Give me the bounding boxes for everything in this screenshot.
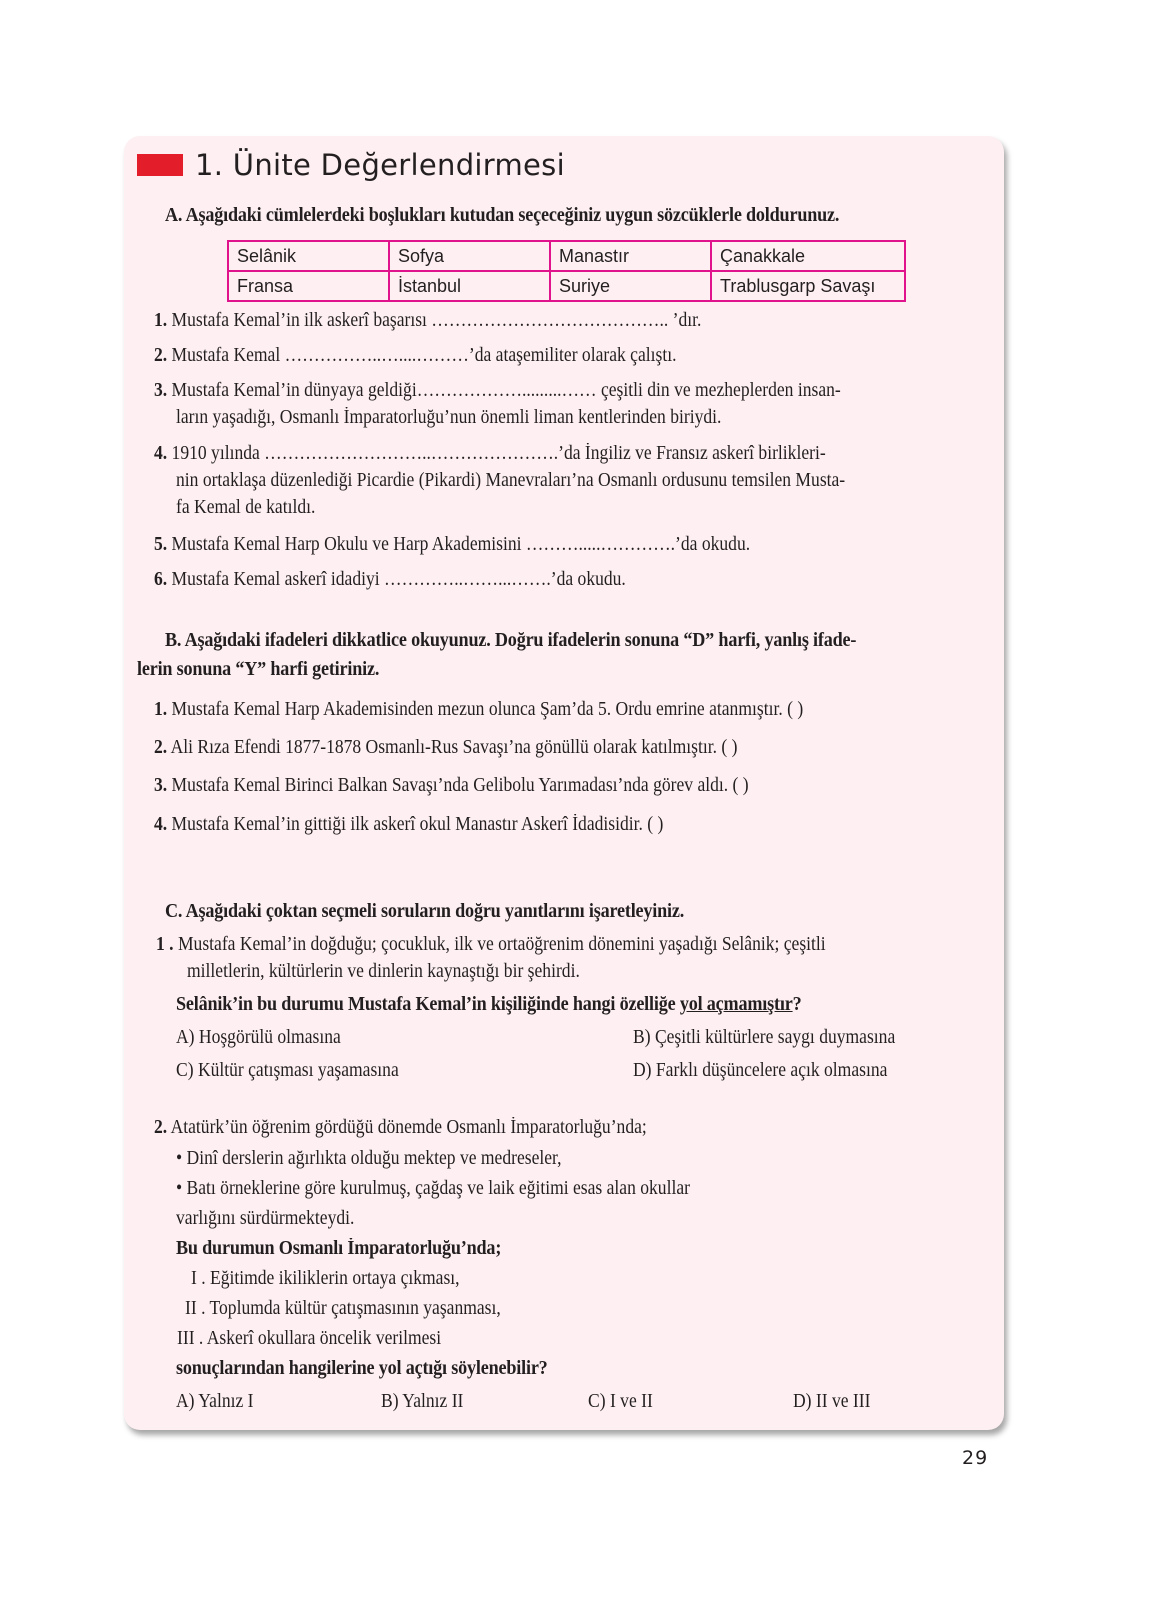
- word-cell: Selânik: [228, 241, 389, 271]
- section-b-instruction: B. Aşağıdaki ifadeleri dikkatlice okuyunuz. Doğru ifadelerin sonuna “D” harfi, yanlış ifade-: [165, 630, 857, 651]
- item-text: Mustafa Kemal’in ilk askerî başarısı ………………………………….. ’dır.: [171, 310, 702, 331]
- item-text: Mustafa Kemal’in dünyaya geldiği……………….........…… çeşitli din ve mezheplerden insan-: [171, 380, 841, 401]
- word-cell: İstanbul: [389, 271, 550, 301]
- item-number: 3.: [154, 380, 168, 401]
- q2-statement-1: I . Eğitimde ikiliklerin ortaya çıkması,: [191, 1268, 460, 1289]
- q1-option-a[interactable]: A) Hoşgörülü olmasına: [176, 1027, 341, 1048]
- q2-lead: Bu durumun Osmanlı İmparatorluğu’nda;: [176, 1238, 502, 1259]
- item-number: 1.: [154, 310, 168, 331]
- item-text: Mustafa Kemal Birinci Balkan Savaşı’nda Gelibolu Yarımadası’nda görev aldı. ( ): [171, 775, 749, 796]
- item-number: 3.: [154, 775, 168, 796]
- item-text: Mustafa Kemal Harp Okulu ve Harp Akademisini ……….....………….’da okudu.: [171, 534, 751, 555]
- question-prompt-text: Selânik’in bu durumu Mustafa Kemal’in kişiliğinde hangi özelliğe: [176, 994, 680, 1015]
- word-box-row: [228, 271, 905, 301]
- mc-question-2-stem: [154, 1117, 647, 1139]
- question-stem-continued: milletlerin, kültürlerin ve dinlerin kaynaştığı bir şehirdi.: [187, 961, 580, 982]
- question-number: 2.: [154, 1117, 168, 1138]
- item-text: 1910 yılında ………………………..………………….’da İngiliz ve Fransız askerî birlikleri-: [171, 443, 826, 464]
- fill-blank-item: [154, 310, 701, 332]
- word-cell: Manastır: [550, 241, 711, 271]
- section-c-instruction: C. Aşağıdaki çoktan seçmeli soruların doğru yanıtlarını işaretleyiniz.: [165, 901, 685, 922]
- q2-option-d[interactable]: D) II ve III: [793, 1391, 871, 1412]
- item-text: Mustafa Kemal Harp Akademisinden mezun olunca Şam’da 5. Ordu emrine atanmıştır. ( ): [171, 699, 804, 720]
- title-accent-bar: [137, 154, 183, 176]
- q2-option-b[interactable]: B) Yalnız II: [381, 1391, 464, 1412]
- item-text-continued: nin ortaklaşa düzenlediği Picardie (Pikardi) Manevraları’na Osmanlı ordusunu temsilen Musta-: [176, 470, 846, 491]
- item-text-continued: fa Kemal de katıldı.: [176, 497, 316, 518]
- q1-option-c[interactable]: C) Kültür çatışması yaşamasına: [176, 1060, 399, 1081]
- fill-blank-item: [154, 534, 750, 556]
- q2-option-a[interactable]: A) Yalnız I: [176, 1391, 254, 1412]
- fill-blank-item: [154, 380, 841, 402]
- item-number: 4.: [154, 443, 168, 464]
- q2-question: sonuçlarından hangilerine yol açtığı söylenebilir?: [176, 1358, 548, 1379]
- q2-option-c[interactable]: C) I ve II: [588, 1391, 653, 1412]
- item-number: 2.: [154, 345, 168, 366]
- item-text: Ali Rıza Efendi 1877-1878 Osmanlı-Rus Savaşı’na gönüllü olarak katılmıştır. ( ): [170, 737, 738, 758]
- word-box-row: [228, 241, 905, 271]
- word-cell: Sofya: [389, 241, 550, 271]
- question-stem: Atatürk’ün öğrenim gördüğü dönemde Osmanlı İmparatorluğu’nda;: [170, 1117, 647, 1138]
- word-cell: Suriye: [550, 271, 711, 301]
- page-title: 1. Ünite Değerlendirmesi: [195, 148, 565, 182]
- question-prompt-emphasis: yol açmamıştır: [679, 994, 793, 1015]
- q2-bullet-2: • Batı örneklerine göre kurulmuş, çağdaş ve laik eğitimi esas alan okullar: [176, 1178, 690, 1199]
- q1-option-d[interactable]: D) Farklı düşüncelere açık olmasına: [633, 1060, 888, 1081]
- item-text-continued: ların yaşadığı, Osmanlı İmparatorluğu’nun önemli liman kentlerinden biriydi.: [176, 407, 722, 428]
- fill-blank-item: [154, 345, 676, 367]
- q2-statement-2: II . Toplumda kültür çatışmasının yaşanması,: [185, 1298, 501, 1319]
- word-box-table: [227, 240, 906, 302]
- true-false-item: [154, 775, 749, 797]
- item-number: 4.: [154, 814, 168, 835]
- item-text: Mustafa Kemal ……………..…....………’da ataşemiliter olarak çalıştı.: [171, 345, 677, 366]
- question-stem: Mustafa Kemal’in doğduğu; çocukluk, ilk ve ortaöğrenim dönemini yaşadığı Selânik; çeşitli: [177, 934, 826, 955]
- item-text: Mustafa Kemal’in gittiği ilk askerî okul Manastır Askerî İdadisidir. ( ): [171, 814, 664, 835]
- fill-blank-item: [154, 569, 626, 591]
- true-false-item: [154, 699, 803, 721]
- mc-question-1-prompt: [176, 994, 801, 1016]
- section-a-instruction: A. Aşağıdaki cümlelerdeki boşlukları kutudan seçeceğiniz uygun sözcüklerle doldurunuz.: [165, 205, 840, 226]
- fill-blank-item: [154, 443, 826, 465]
- item-number: 1.: [154, 699, 168, 720]
- true-false-item: [154, 737, 737, 759]
- q2-stem-continued: varlığını sürdürmekteydi.: [176, 1208, 355, 1229]
- word-cell: Çanakkale: [711, 241, 905, 271]
- item-number: 5.: [154, 534, 168, 555]
- mc-question-1-stem: [156, 934, 826, 956]
- unit-header: [137, 148, 565, 182]
- word-cell: Fransa: [228, 271, 389, 301]
- page-number: 29: [962, 1447, 989, 1469]
- section-b-instruction-continued: lerin sonuna “Y” harfi getiriniz.: [137, 659, 380, 680]
- q2-bullet-1: • Dinî derslerin ağırlıkta olduğu mektep ve medreseler,: [176, 1148, 562, 1169]
- question-prompt-mark: ?: [792, 994, 802, 1015]
- word-cell: Trablusgarp Savaşı: [711, 271, 905, 301]
- q2-statement-3: III . Askerî okullara öncelik verilmesi: [177, 1328, 442, 1349]
- item-number: 2.: [154, 737, 168, 758]
- q1-option-b[interactable]: B) Çeşitli kültürlere saygı duymasına: [633, 1027, 896, 1048]
- item-number: 6.: [154, 569, 168, 590]
- true-false-item: [154, 814, 663, 836]
- item-text: Mustafa Kemal askerî idadiyi …………..……...…….’da okudu.: [171, 569, 626, 590]
- question-number: 1 .: [156, 934, 174, 955]
